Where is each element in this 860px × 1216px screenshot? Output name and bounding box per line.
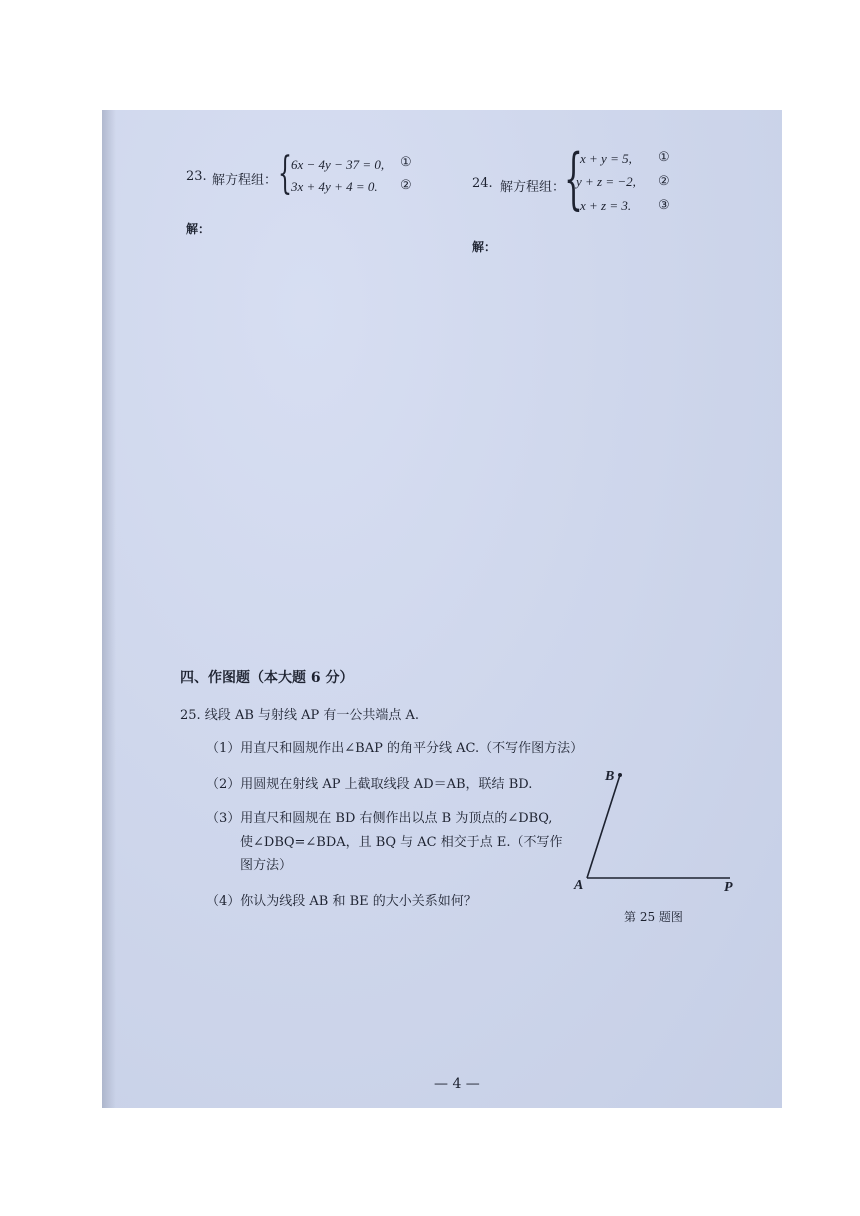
q24-number: 24.: [472, 176, 493, 191]
q25-item-4: （4）你认为线段 AB 和 BE 的大小关系如何？: [206, 894, 477, 909]
point-b: [618, 773, 622, 777]
q23-brace: {: [278, 148, 292, 199]
q23-equation-2: 3x + 4y + 4 = 0.: [291, 179, 378, 194]
label-p: P: [724, 880, 733, 895]
q25-item-1: （1）用直尺和圆规作出∠BAP 的角平分线 AC.（不写作图方法）: [206, 741, 584, 756]
figure-caption: 第 25 题图: [624, 910, 683, 924]
q24-equation-1: x + y = 5,: [580, 151, 632, 166]
label-a: A: [574, 878, 584, 893]
q24-answer-label: 解：: [472, 240, 497, 254]
q23-number: 23.: [186, 169, 207, 184]
label-b: B: [605, 769, 615, 784]
exam-page: [102, 110, 782, 1108]
q23-answer-label: 解：: [186, 222, 211, 236]
q23-equation-1: 6x − 4y − 37 = 0,: [291, 157, 385, 172]
q25-item-2: （2）用圆规在射线 AP 上截取线段 AD＝AB，联结 BD.: [206, 777, 533, 792]
segment-ab: [587, 775, 620, 878]
q24-equation-3-mark: ③: [658, 198, 670, 213]
page-number: — 4 —: [434, 1076, 480, 1092]
q24-equation-2-mark: ②: [658, 174, 670, 189]
q25-figure: [562, 760, 762, 890]
page-shadow: [102, 110, 116, 1108]
q25-item-3-line-3: 图方法）: [240, 858, 293, 873]
q24-prompt: 解方程组：: [500, 180, 566, 195]
q25-item-3-line-1: （3）用直尺和圆规在 BD 右侧作出以点 B 为顶点的∠DBQ,: [206, 811, 553, 826]
q23-equation-2-mark: ②: [400, 178, 412, 193]
q23-prompt: 解方程组：: [212, 173, 278, 188]
q24-equation-3: x + z = 3.: [580, 198, 632, 213]
q23-equation-1-mark: ①: [400, 155, 412, 170]
q24-equation-2: y + z = −2,: [576, 174, 636, 189]
q25-item-3-line-2: 使∠DBQ=∠BDA，且 BQ 与 AC 相交于点 E.（不写作: [240, 835, 563, 850]
section-4-title: 四、作图题（本大题 6 分）: [180, 670, 354, 686]
q25-stem: 25. 线段 AB 与射线 AP 有一公共端点 A.: [180, 708, 420, 723]
q24-equation-1-mark: ①: [658, 150, 670, 165]
q24-brace: {: [564, 140, 583, 217]
